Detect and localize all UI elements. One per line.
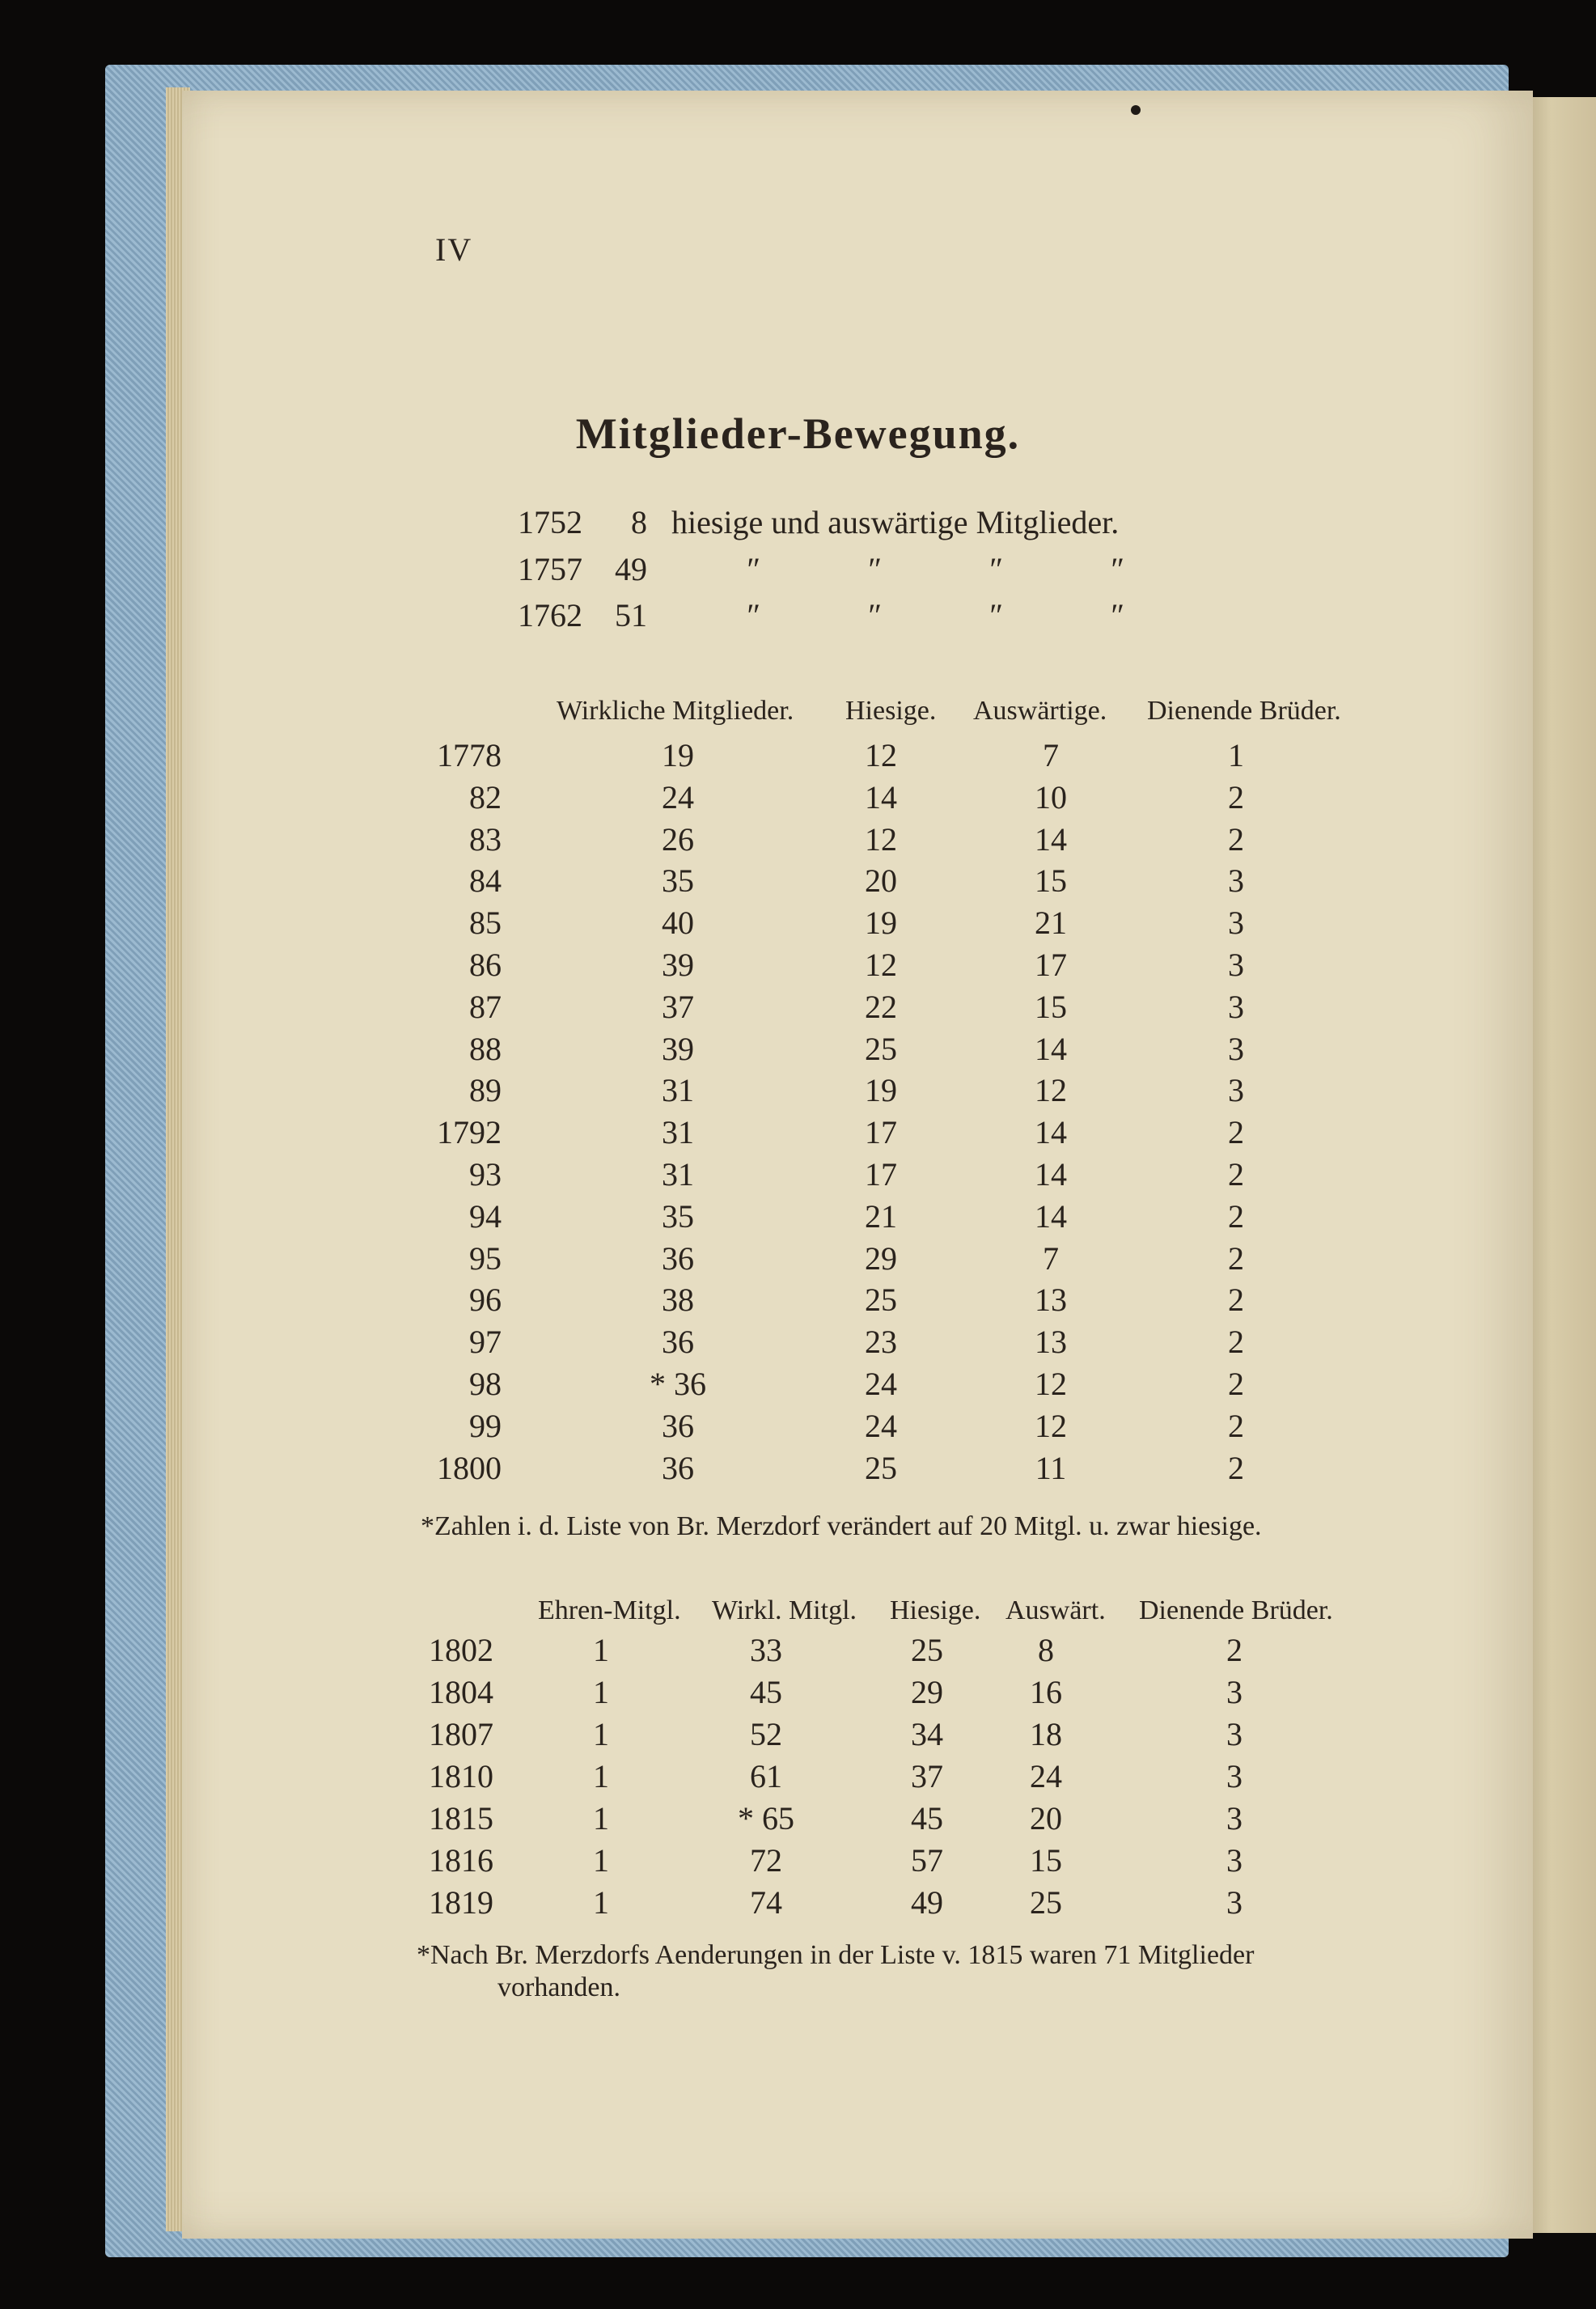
table1-hiesige: 25: [865, 1282, 897, 1319]
table2-wirkl: 72: [750, 1842, 782, 1879]
table1-hiesige: 22: [865, 988, 897, 1025]
table1-auswaertige: 7: [1043, 1239, 1059, 1277]
table1-hiesige: 12: [865, 947, 897, 983]
table1-hiesige: 25: [865, 1030, 897, 1067]
early-row: [518, 550, 1124, 588]
table2-hiesige: 37: [911, 1758, 943, 1794]
table1-auswaertige: 13: [1035, 1282, 1067, 1319]
ditto-mark: ″: [868, 551, 882, 587]
table2-header: Hiesige.: [890, 1595, 981, 1625]
table1-year: 84: [469, 862, 502, 900]
table2-footnote-line1: *Nach Br. Merzdorfs Aenderungen in der Liste v. 1815 waren 71 Mitglieder: [417, 1940, 1255, 1970]
table1-hiesige: 12: [865, 737, 897, 773]
table1-hiesige: 19: [865, 1072, 897, 1109]
table1-hiesige: 29: [865, 1239, 897, 1277]
table2-header: Wirkl. Mitgl.: [712, 1595, 857, 1625]
table1-hiesige: 12: [865, 820, 897, 858]
table1-header: Dienende Brüder.: [1147, 696, 1341, 726]
table1-year: 96: [469, 1282, 502, 1319]
table1-wirkliche: 39: [662, 947, 694, 983]
table1-auswaertige: 15: [1035, 988, 1067, 1025]
table1-hiesige: 24: [865, 1366, 897, 1402]
table1-hiesige: 20: [865, 862, 897, 900]
table2-wirkl: 61: [750, 1758, 782, 1794]
table2-ehren: 1: [593, 1758, 609, 1794]
table1-dienende: 3: [1228, 905, 1244, 942]
table1-dienende: 2: [1228, 1114, 1244, 1151]
table1-hiesige: 24: [865, 1407, 897, 1444]
table2-ehren: 1: [593, 1842, 609, 1879]
table1-dienende: 2: [1228, 1239, 1244, 1277]
table1-year: 89: [469, 1072, 502, 1109]
table1-auswaertige: 15: [1035, 862, 1067, 900]
table2-header: Auswärt.: [1005, 1595, 1106, 1625]
table1-footnote: *Zahlen i. d. Liste von Br. Merzdorf verändert auf 20 Mitgl. u. zwar hiesige.: [421, 1511, 1262, 1541]
table1-wirkliche: 39: [662, 1030, 694, 1067]
table1-hiesige: 25: [865, 1449, 897, 1486]
table1-wirkliche: 36: [662, 1407, 694, 1444]
table1-auswaertige: 21: [1035, 905, 1067, 942]
early-description: hiesige und auswärtige Mitglieder.: [671, 504, 1120, 540]
table2-hiesige: 29: [911, 1674, 943, 1710]
ditto-mark: ″: [1111, 597, 1124, 633]
table1-auswaertige: 12: [1035, 1407, 1067, 1444]
table1-year: 95: [469, 1239, 502, 1277]
table1-year: 1800: [437, 1449, 502, 1486]
table1-wirkliche: 35: [662, 862, 694, 900]
table2-auswaert: 8: [1038, 1632, 1054, 1668]
ditto-mark: ″: [747, 551, 760, 587]
table1-year: 83: [469, 820, 502, 858]
table1-wirkliche: 36: [662, 1239, 694, 1277]
table1-header: Auswärtige.: [973, 696, 1107, 726]
table1-hiesige: 19: [865, 905, 897, 942]
table2-year: 1804: [429, 1674, 493, 1710]
table2-wirkl: 45: [750, 1674, 782, 1710]
table2-wirkl: 33: [750, 1632, 782, 1668]
table1-dienende: 2: [1228, 1407, 1244, 1444]
table2-auswaert: 20: [1030, 1800, 1062, 1837]
table2-year: 1819: [429, 1884, 493, 1921]
table1-year: 86: [469, 947, 502, 983]
table1-wirkliche: 24: [662, 778, 694, 816]
table2-ehren: 1: [593, 1800, 609, 1837]
table1-wirkliche: 19: [662, 737, 694, 773]
table1-dienende: 2: [1228, 820, 1244, 858]
table2-year: 1802: [429, 1632, 493, 1668]
table1-hiesige: 23: [865, 1324, 897, 1361]
table1-wirkliche: 31: [662, 1156, 694, 1193]
table1-dienende: 2: [1228, 1449, 1244, 1486]
table1-dienende: 3: [1228, 947, 1244, 983]
table1-hiesige: 17: [865, 1114, 897, 1151]
table1-dienende: 3: [1228, 1072, 1244, 1109]
table1-dienende: 2: [1228, 1366, 1244, 1402]
table1-dienende: 2: [1228, 1197, 1244, 1235]
table1-auswaertige: 14: [1035, 1030, 1067, 1067]
table1-auswaertige: 12: [1035, 1366, 1067, 1402]
table1-auswaertige: 7: [1043, 737, 1059, 773]
table2-hiesige: 49: [911, 1884, 943, 1921]
table2-auswaert: 15: [1030, 1842, 1062, 1879]
ditto-mark: ″: [1111, 551, 1124, 587]
ditto-mark: ″: [868, 597, 882, 633]
table1-dienende: 2: [1228, 1282, 1244, 1319]
table1-auswaertige: 14: [1035, 1197, 1067, 1235]
table1-dienende: 3: [1228, 862, 1244, 900]
table2-dienende: 3: [1226, 1716, 1243, 1752]
table1-year: 93: [469, 1156, 502, 1193]
table1-year: 88: [469, 1030, 502, 1067]
table2-year: 1816: [429, 1842, 493, 1879]
table2-hiesige: 25: [911, 1632, 943, 1668]
table1-wirkliche: 36: [662, 1449, 694, 1486]
table1-wirkliche: 35: [662, 1197, 694, 1235]
early-count: 51: [615, 597, 647, 633]
table1-auswaertige: 14: [1035, 1156, 1067, 1193]
table1-wirkliche: 37: [662, 988, 694, 1025]
table1-wirkliche: 26: [662, 820, 694, 858]
table2-hiesige: 57: [911, 1842, 943, 1879]
table1-dienende: 1: [1228, 737, 1244, 773]
table2-wirkl: * 65: [738, 1800, 794, 1837]
table1-dienende: 2: [1228, 1156, 1244, 1193]
table1-wirkliche: 31: [662, 1114, 694, 1151]
table1-wirkliche: 38: [662, 1282, 694, 1319]
table1-hiesige: 21: [865, 1197, 897, 1235]
table1-year: 82: [469, 778, 502, 816]
table1-auswaertige: 17: [1035, 947, 1067, 983]
table1-auswaertige: 10: [1035, 778, 1067, 816]
table1-year: 98: [469, 1366, 502, 1402]
table2-header: Dienende Brüder.: [1139, 1595, 1333, 1625]
early-year: 1762: [518, 597, 582, 633]
table2-year: 1810: [429, 1758, 493, 1794]
page-title: Mitglieder-Bewegung.: [575, 409, 1021, 458]
table1-dienende: 3: [1228, 988, 1244, 1025]
early-count: 8: [631, 504, 647, 540]
table2-ehren: 1: [593, 1884, 609, 1921]
early-count: 49: [615, 551, 647, 587]
table2-header: Ehren-Mitgl.: [538, 1595, 681, 1625]
table1-dienende: 2: [1228, 778, 1244, 816]
table2-wirkl: 52: [750, 1716, 782, 1752]
table1-auswaertige: 14: [1035, 1114, 1067, 1151]
table1-year: 97: [469, 1324, 502, 1361]
table2-year: 1815: [429, 1800, 493, 1837]
early-row: [518, 596, 1124, 634]
ditto-mark: ″: [989, 597, 1003, 633]
table1-year: 85: [469, 905, 502, 942]
table2-auswaert: 18: [1030, 1716, 1062, 1752]
table1-hiesige: 17: [865, 1156, 897, 1193]
table2-ehren: 1: [593, 1716, 609, 1752]
table2-year: 1807: [429, 1716, 493, 1752]
table2-ehren: 1: [593, 1632, 609, 1668]
table2-wirkl: 74: [750, 1884, 782, 1921]
table1-auswaertige: 12: [1035, 1072, 1067, 1109]
table1-year: 99: [469, 1407, 502, 1444]
table2-dienende: 3: [1226, 1800, 1243, 1837]
table2-auswaert: 16: [1030, 1674, 1062, 1710]
table2-auswaert: 24: [1030, 1758, 1062, 1794]
table2-dienende: 3: [1226, 1884, 1243, 1921]
table1-year: 1792: [437, 1114, 502, 1151]
table1-auswaertige: 13: [1035, 1324, 1067, 1361]
table2-dienende: 2: [1226, 1632, 1243, 1668]
table2-dienende: 3: [1226, 1842, 1243, 1879]
table2-hiesige: 34: [911, 1716, 943, 1752]
early-row: [518, 503, 1119, 541]
table2-auswaert: 25: [1030, 1884, 1062, 1921]
table1-wirkliche: * 36: [650, 1366, 706, 1402]
ditto-mark: ″: [747, 597, 760, 633]
table1-year: 1778: [437, 737, 502, 773]
table1-dienende: 3: [1228, 1030, 1244, 1067]
table1-year: 94: [469, 1197, 502, 1235]
table1-auswaertige: 11: [1035, 1449, 1067, 1486]
table2-ehren: 1: [593, 1674, 609, 1710]
table1-header: Hiesige.: [845, 696, 937, 726]
table2-dienende: 3: [1226, 1758, 1243, 1794]
table1-year: 87: [469, 988, 502, 1025]
table1-header: Wirkliche Mitglieder.: [557, 696, 794, 726]
table1-dienende: 2: [1228, 1324, 1244, 1361]
page-number: IV: [435, 231, 473, 268]
ink-dot: [1131, 105, 1141, 115]
early-year: 1752: [518, 504, 582, 540]
table1-wirkliche: 40: [662, 905, 694, 942]
table1-auswaertige: 14: [1035, 820, 1067, 858]
table2-hiesige: 45: [911, 1800, 943, 1837]
table1-hiesige: 14: [865, 778, 897, 816]
table2-footnote-line2: vorhanden.: [497, 1972, 621, 2002]
table2-dienende: 3: [1226, 1674, 1243, 1710]
early-year: 1757: [518, 551, 582, 587]
table1-wirkliche: 31: [662, 1072, 694, 1109]
ditto-mark: ″: [989, 551, 1003, 587]
table1-wirkliche: 36: [662, 1324, 694, 1361]
